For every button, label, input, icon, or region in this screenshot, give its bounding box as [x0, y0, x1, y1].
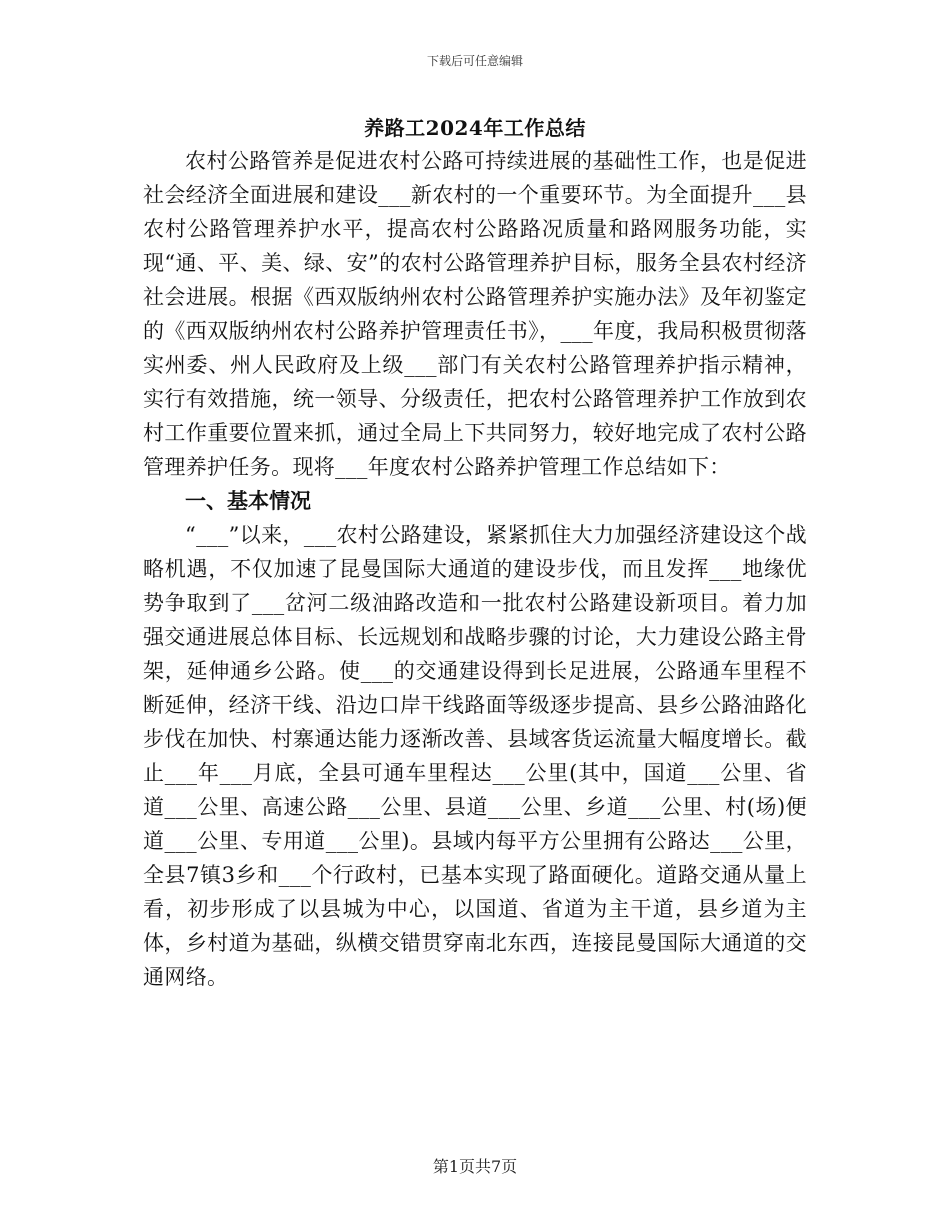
section-heading-basic-situation: 一、基本情况	[185, 488, 311, 513]
section-paragraph-basic-situation: “___”以来，___农村公路建设，紧紧抓住大力加强经济建设这个战略机遇，不仅加速了昆曼国际大通道的建设步伐，而且发挥___地缘优势争取到了___岔河二级油路改造和一批农村公路建设新项目。着力加强交通进展总体目标、长远规划和战略步骤的讨论，大力建设公路主骨架，延伸通乡公路。使___的交通建设得到长足进展，公路通车里程不断延伸，经济干线、沿边口岸干线路面等级逐步提高、县乡公路油路化步伐在加快、村寨通达能力逐渐改善、县域客货运流量大幅度增长。截止___年___月底，全县可通车里程达___公里(其中，国道___公里、省道___公里、高速公路___公里、县道___公里、乡道___公里、村(场)便道___公里、专用道___公里)。县域内每平方公里拥有公路达___公里，全县7镇3乡和___个行政村，已基本实现了路面硬化。道路交通从量上看，初步形成了以县城为中心，以国道、省道为主干道，县乡道为主体，乡村道为基础，纵横交错贯穿南北东西，连接昆曼国际大通道的交通网络。	[143, 523, 807, 989]
document-body	[143, 112, 807, 994]
page-number: 第1页共7页	[432, 1157, 518, 1176]
intro-paragraph: 农村公路管养是促进农村公路可持续进展的基础性工作，也是促进社会经济全面进展和建设___新农村的一个重要环节。为全面提升___县农村公路管理养护水平，提高农村公路路况质量和路网服务功能，实现“通、平、美、绿、安”的农村公路管理养护目标，服务全县农村经济社会进展。根据《西双版纳州农村公路管理养护实施办法》及年初鉴定的《西双版纳州农村公路养护管理责任书》，___年度，我局积极贯彻落实州委、州人民政府及上级___部门有关农村公路管理养护指示精神，实行有效措施，统一领导、分级责任，把农村公路管理养护工作放到农村工作重要位置来抓，通过全局上下共同努力，较好地完成了农村公路管理养护任务。现将___年度农村公路养护管理工作总结如下：	[143, 149, 807, 479]
page-header-note: 下载后可任意编辑	[426, 54, 523, 68]
document-title: 养路工2024年工作总结	[364, 116, 586, 140]
